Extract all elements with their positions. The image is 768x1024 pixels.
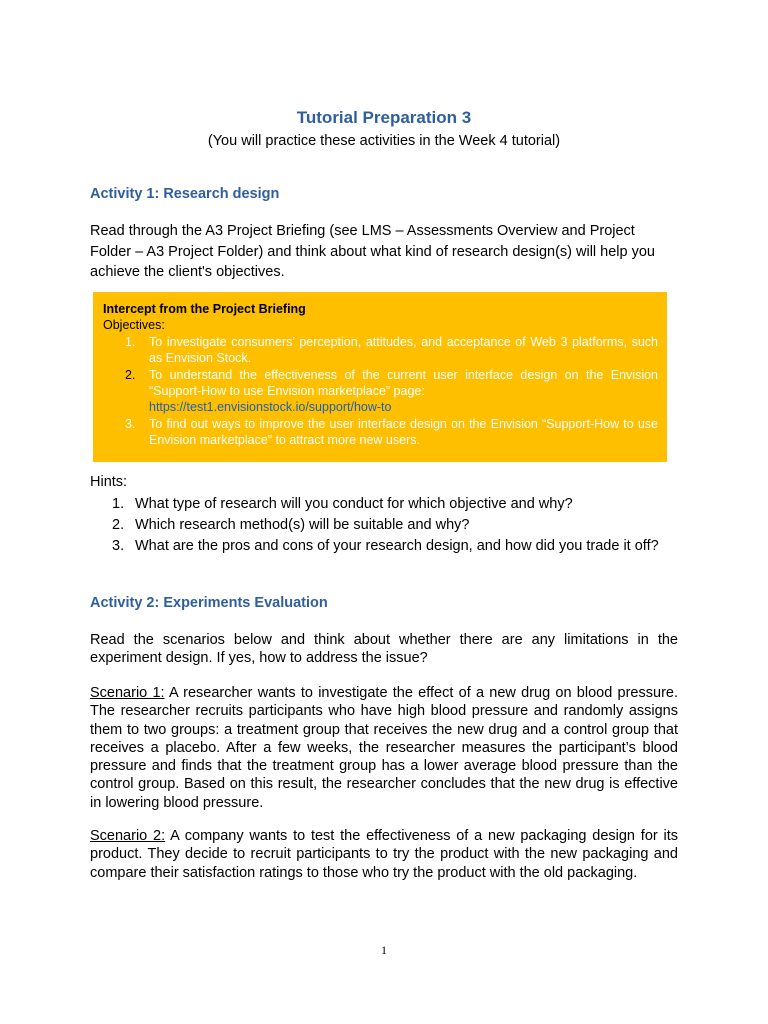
project-briefing-callout <box>93 292 667 462</box>
scenario1-text: A researcher wants to investigate the effect of a new drug on blood pressure. The researcher recruits participants who have high blood pressure and randomly assigns them to two groups: a treatment group that receives the new drug and a control group that receives a placebo. After a few weeks, the researcher measures the participant’s blood pressure and finds that the treatment group has a lower average blood pressure than the control group. Based on this result, the researcher concludes that the new drug is effective in lowering blood pressure. <box>90 685 678 811</box>
activity1-heading: Activity 1: Research design <box>90 186 280 202</box>
hint-number: 3. <box>112 537 125 554</box>
objective-number: 1. <box>125 334 136 349</box>
hints-list <box>90 494 678 556</box>
objectives-list <box>103 334 658 449</box>
objective-item <box>103 334 658 367</box>
activity2-intro: Read the scenarios below and think about whether there are any limitations in the experiment design. If yes, how to address the issue? <box>90 632 678 667</box>
callout-title: Intercept from the Project Briefing <box>103 302 306 316</box>
activity1-intro: Read through the A3 Project Briefing (see LMS – Assessments Overview and Project Folder – A3 Project Folder) and think about what kind of research design(s) will help you achieve the client's objectives. <box>90 223 655 280</box>
page-subtitle: (You will practice these activities in the Week 4 tutorial) <box>207 133 561 149</box>
scenario1-label: Scenario 1: <box>90 685 165 701</box>
hint-text: What are the pros and cons of your research design, and how did you trade it off? <box>135 537 659 554</box>
objective-item <box>103 367 658 416</box>
hints-label: Hints: <box>90 474 128 490</box>
activity2-heading: Activity 2: Experiments Evaluation <box>90 595 328 611</box>
how-to-link[interactable]: https://test1.envisionstock.io/support/how-to <box>149 400 392 415</box>
objective-text: To understand the effectiveness of the current user interface design on the Envision “Support-How to use Envision marketplace” page: <box>149 367 658 399</box>
hint-item <box>90 494 678 515</box>
page-title: Tutorial Preparation 3 <box>296 108 472 127</box>
page-number: 1 <box>381 943 387 957</box>
scenario1-paragraph <box>90 684 678 812</box>
hint-item <box>90 536 678 557</box>
hint-number: 2. <box>112 516 125 533</box>
objective-number: 3. <box>125 416 136 431</box>
objectives-label: Objectives: <box>103 318 165 333</box>
objective-text: To investigate consumers’ perception, attitudes, and acceptance of Web 3 platforms, such as Envision Stock. <box>149 334 658 366</box>
hint-text: What type of research will you conduct for which objective and why? <box>135 496 573 512</box>
hint-item <box>90 515 678 536</box>
objective-item <box>103 416 658 449</box>
scenario2-text: A company wants to test the effectiveness of a new packaging design for its product. They decide to recruit participants to try the product with the new packaging and compare their satisfaction ratings to those who try the product with the old packaging. <box>90 828 679 881</box>
scenario2-paragraph <box>90 827 678 882</box>
hint-text: Which research method(s) will be suitable and why? <box>135 516 470 533</box>
objective-number: 2. <box>125 367 136 382</box>
hint-number: 1. <box>112 496 125 512</box>
scenario2-label: Scenario 2: <box>90 828 166 844</box>
objective-text: To find out ways to improve the user interface design on the Envision “Support-How to use Envision marketplace” to attract more new users. <box>149 416 658 448</box>
